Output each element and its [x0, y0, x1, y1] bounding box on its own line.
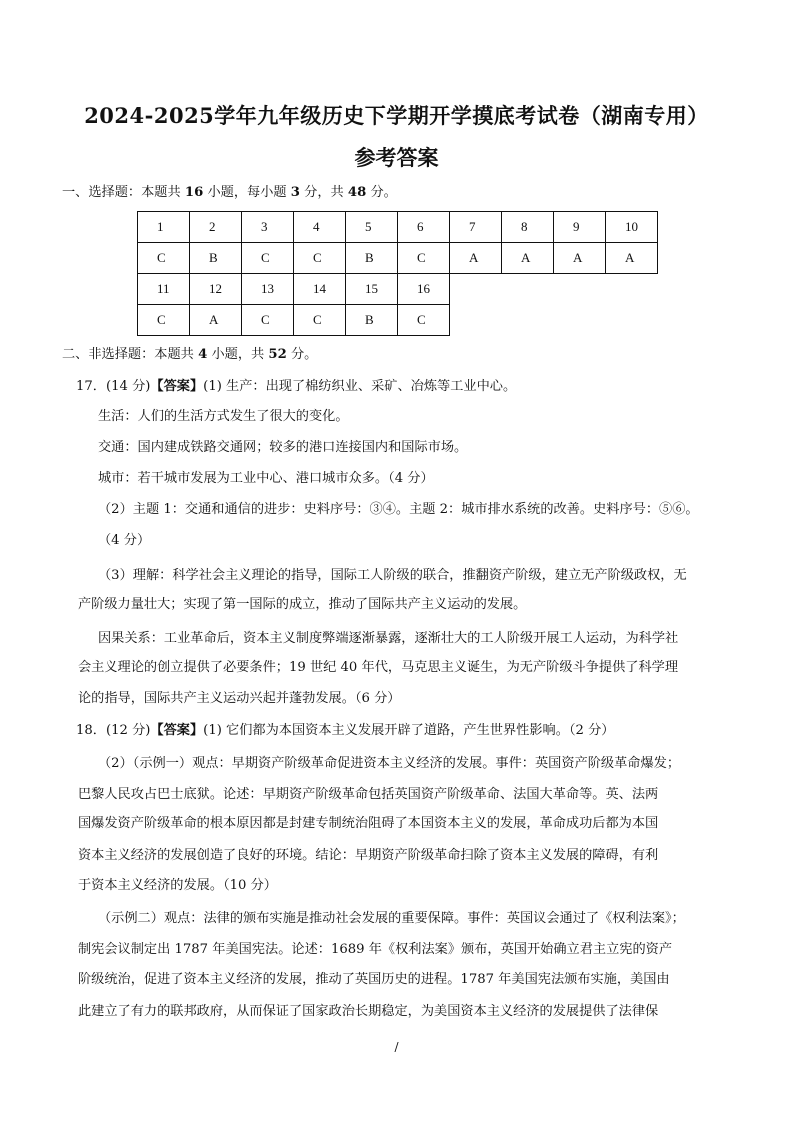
q18-line: 此建立了有力的联邦政府，从而保证了国家政治长期稳定，为美国资本主义经济的发展提供了法律保 — [78, 1004, 659, 1019]
q17-line: （2）主题 1：交通和通信的进步：史料序号：③④。主题 2：城市排水系统的改善。史料序号：⑤⑥。 — [98, 502, 699, 517]
page-title: 2024-2025学年九年级历史下学期开学摸底考试卷（湖南专用） — [84, 103, 709, 128]
question-number: 15 — [346, 274, 398, 305]
q17-line: 因果关系：工业革命后，资本主义制度弊端逐渐暴露，逐渐壮大的工人阶级开展工人运动，为科学社 — [98, 631, 679, 646]
q18-line: 18．(12 分)【答案】(1) 它们都为本国资本主义发展开辟了道路，产生世界性影响。（2 分） — [76, 723, 615, 738]
answer-cell: C — [138, 305, 190, 336]
page-subtitle: 参考答案 — [354, 145, 439, 170]
question-number: 8 — [502, 212, 554, 243]
q18-line: 巴黎人民攻占巴士底狱。论述：早期资产阶级革命包括英国资产阶级革命、法国大革命等。英、法两 — [78, 787, 659, 802]
q17-line: 城市：若干城市发展为工业中心、港口城市众多。（4 分） — [98, 471, 434, 486]
question-number: 10 — [606, 212, 658, 243]
question-number: 12 — [190, 274, 242, 305]
question-number: 14 — [294, 274, 346, 305]
q17-line: 论的指导，国际共产主义运动兴起并蓬勃发展。（6 分） — [78, 691, 401, 706]
answer-cell: B — [346, 243, 398, 274]
empty-cell — [606, 305, 658, 336]
q17-number: 17．(14 分) — [76, 379, 151, 394]
answer-table-row — [138, 243, 658, 274]
page-footer: / — [394, 1040, 399, 1054]
q18-number: 18．(12 分) — [76, 723, 151, 738]
question-number: 11 — [138, 274, 190, 305]
empty-cell — [554, 305, 606, 336]
answer-cell: C — [398, 305, 450, 336]
question-number: 7 — [450, 212, 502, 243]
question-number: 13 — [242, 274, 294, 305]
answer-tag: 【答案】 — [150, 379, 204, 394]
answer-table-row — [138, 305, 658, 336]
empty-cell — [554, 274, 606, 305]
answer-tag: 【答案】 — [150, 723, 204, 738]
question-number: 1 — [138, 212, 190, 243]
q18-line: 阶级统治，促进了资本主义经济的发展，推动了英国历史的进程。1787 年美国宪法颁布实施，美国由 — [78, 972, 670, 987]
q17-line: 交通：国内建成铁路交通网；较多的港口连接国内和国际市场。 — [98, 440, 468, 455]
empty-cell — [450, 305, 502, 336]
q18-line: 国爆发资产阶级革命的根本原因都是封建专制统治阻碍了本国资本主义的发展，革命成功后都为本国 — [78, 816, 659, 831]
question-number: 2 — [190, 212, 242, 243]
answer-table-row — [138, 212, 658, 243]
q17-line: （4 分） — [98, 533, 151, 548]
answer-cell: A — [606, 243, 658, 274]
q17-line: 17．(14 分)【答案】(1) 生产：出现了棉纺织业、采矿、冶炼等工业中心。 — [76, 379, 517, 394]
empty-cell — [502, 274, 554, 305]
question-number: 5 — [346, 212, 398, 243]
section-2-heading: 二、非选择题：本题共 4 小题，共 52 分。 — [62, 347, 318, 362]
empty-cell — [502, 305, 554, 336]
answer-cell: A — [450, 243, 502, 274]
q18-line: （示例二）观点：法律的颁布实施是推动社会发展的重要保障。事件：英国议会通过了《权利法案》； — [98, 911, 685, 926]
q17-line: （3）理解：科学社会主义理论的指导，国际工人阶级的联合，推翻资产阶级，建立无产阶级政权，无 — [98, 568, 687, 583]
answer-cell: C — [294, 243, 346, 274]
q17-line: 生活：人们的生活方式发生了很大的变化。 — [98, 409, 349, 424]
q18-line: （2）（示例一）观点：早期资产阶级革命促进资本主义经济的发展。事件：英国资产阶级革命爆发； — [98, 756, 681, 771]
q18-line: 制宪会议制定出 1787 年美国宪法。论述：1689 年《权利法案》颁布，英国开始确立君主立宪的资产 — [78, 942, 673, 957]
answer-cell: A — [190, 305, 242, 336]
answer-cell: B — [190, 243, 242, 274]
q18-line: 于资本主义经济的发展。（10 分） — [78, 878, 277, 893]
question-number: 6 — [398, 212, 450, 243]
section-1-heading: 一、选择题：本题共 16 小题，每小题 3 分，共 48 分。 — [62, 185, 397, 200]
answer-cell: C — [398, 243, 450, 274]
answer-cell: C — [242, 305, 294, 336]
question-number: 16 — [398, 274, 450, 305]
answer-table — [137, 211, 658, 336]
answer-cell: B — [346, 305, 398, 336]
question-number: 4 — [294, 212, 346, 243]
question-number: 3 — [242, 212, 294, 243]
answer-cell: A — [554, 243, 606, 274]
q17-line: 会主义理论的创立提供了必要条件；19 世纪 40 年代，马克思主义诞生，为无产阶级斗争提供了科学理 — [78, 660, 679, 675]
answer-cell: C — [242, 243, 294, 274]
q17-line: 产阶级力量壮大；实现了第一国际的成立，推动了国际共产主义运动的发展。 — [78, 597, 527, 612]
answer-table-row — [138, 274, 658, 305]
empty-cell — [450, 274, 502, 305]
answer-cell: C — [138, 243, 190, 274]
empty-cell — [606, 274, 658, 305]
answer-cell: C — [294, 305, 346, 336]
question-number: 9 — [554, 212, 606, 243]
answer-cell: A — [502, 243, 554, 274]
q18-line: 资本主义经济的发展创造了良好的环境。结论：早期资产阶级革命扫除了资本主义发展的障碍，有利 — [78, 848, 659, 863]
